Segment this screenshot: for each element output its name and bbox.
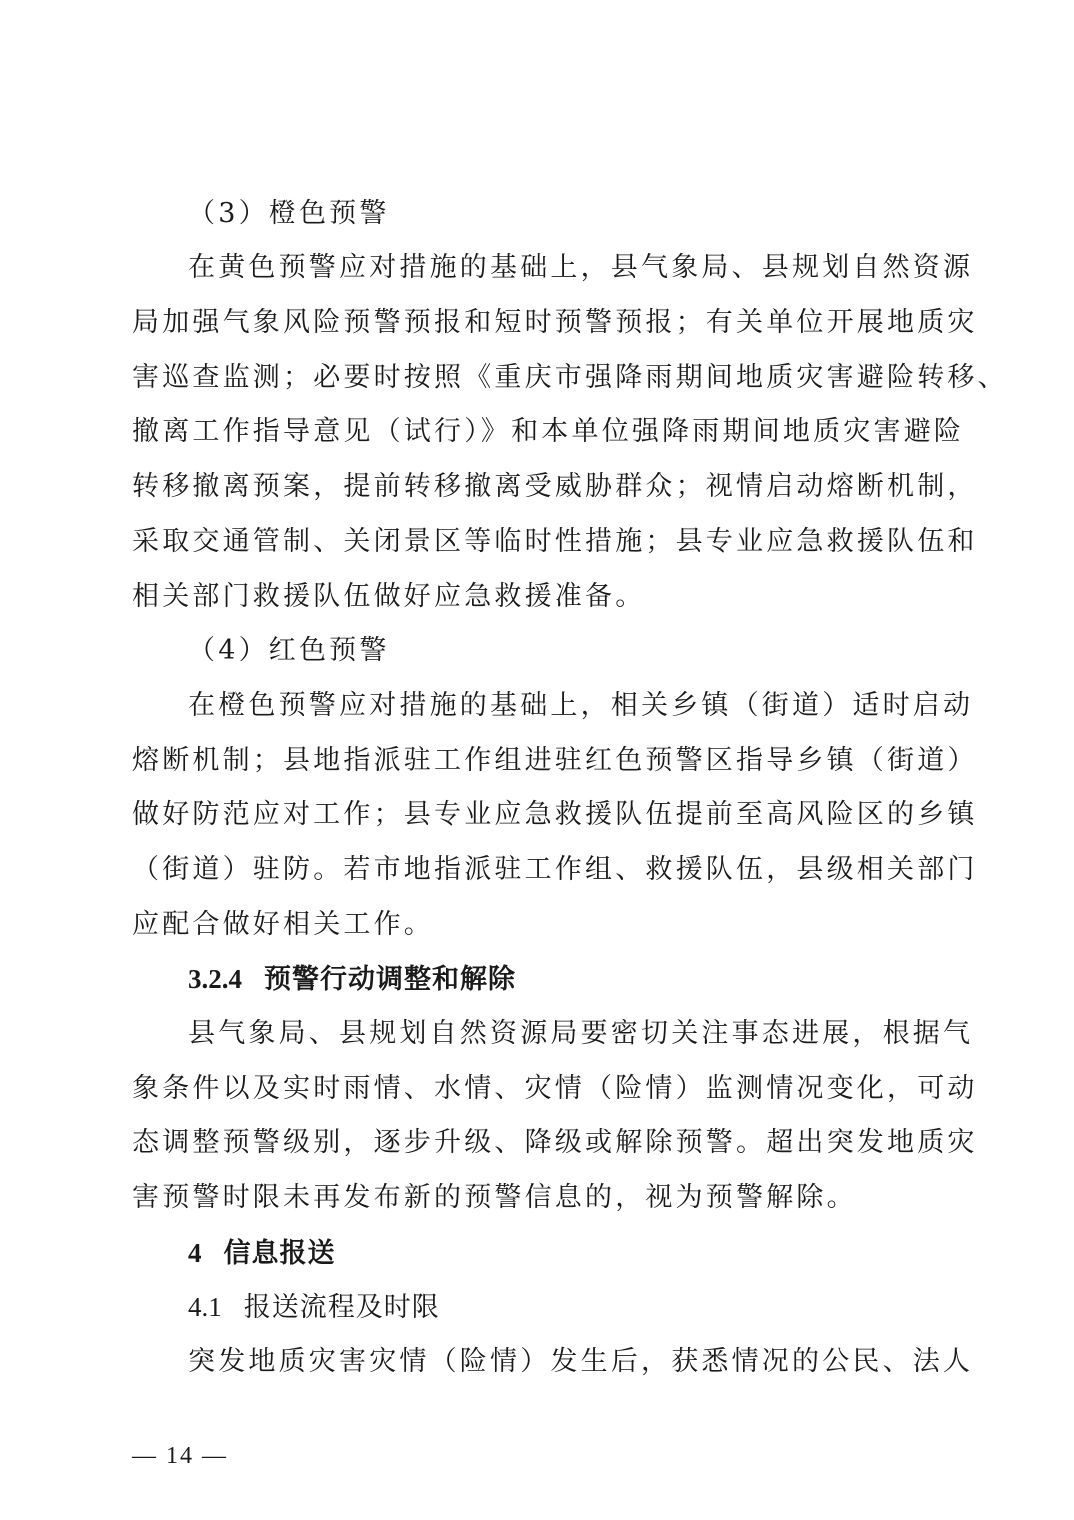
section-title: 预警行动调整和解除 (264, 964, 516, 995)
subheading-red-warning: （4）红色预警 (188, 635, 390, 666)
paragraph-line: 害预警时限未再发布新的预警信息的，视为预警解除。 (132, 1182, 857, 1213)
section-number: 3.2.4 (188, 964, 242, 994)
paragraph-line: 应配合做好相关工作。 (132, 909, 434, 940)
paragraph-line: 在橙色预警应对措施的基础上，相关乡镇（街道）适时启动 (188, 690, 974, 721)
section-heading-4-1 (188, 1289, 944, 1326)
section-heading-4 (188, 1235, 944, 1272)
paragraph-line: 熔断机制；县地指派驻工作组进驻红色预警区指导乡镇（街道） (132, 745, 978, 776)
section-title: 信息报送 (223, 1238, 336, 1269)
paragraph-line: 突发地质灾害灾情（险情）发生后，获悉情况的公民、法人 (188, 1346, 974, 1377)
subheading-orange-warning: （3）橙色预警 (188, 198, 390, 229)
section-number: 4.1 (188, 1292, 222, 1322)
paragraph-line: 相关部门救援队伍做好应急救援准备。 (132, 581, 646, 612)
paragraph-line: 象条件以及实时雨情、水情、灾情（险情）监测情况变化，可动 (132, 1073, 978, 1104)
paragraph-line: 转移撤离预案，提前转移撤离受威胁群众；视情启动熔断机制， (132, 471, 978, 502)
paragraph-line: （街道）驻防。若市地指派驻工作组、救援队伍，县级相关部门 (132, 854, 978, 885)
paragraph-line: 在黄色预警应对措施的基础上，县气象局、县规划自然资源 (188, 252, 974, 283)
paragraph-line: 局加强气象风险预警预报和短时预警预报；有关单位开展地质灾 (132, 307, 978, 338)
paragraph-line: 做好防范应对工作；县专业应急救援队伍提前至高风险区的乡镇 (132, 799, 978, 830)
paragraph-line: 害巡查监测；必要时按照《重庆市强降雨期间地质灾害避险转移、 (132, 362, 1008, 393)
paragraph-line: 采取交通管制、关闭景区等临时性措施；县专业应急救援队伍和 (132, 526, 978, 557)
section-heading-3-2-4 (188, 961, 944, 998)
paragraph-line: 县气象局、县规划自然资源局要密切关注事态进展，根据气 (188, 1018, 974, 1049)
paragraph-line: 撤离工作指导意见（试行）》和本单位强降雨期间地质灾害避险 (132, 416, 965, 447)
section-number: 4 (188, 1238, 202, 1268)
section-title: 报送流程及时限 (243, 1292, 440, 1323)
page-number: — 14 — (132, 1443, 228, 1469)
paragraph-line: 态调整预警级别，逐步升级、降级或解除预警。超出突发地质灾 (132, 1127, 978, 1158)
